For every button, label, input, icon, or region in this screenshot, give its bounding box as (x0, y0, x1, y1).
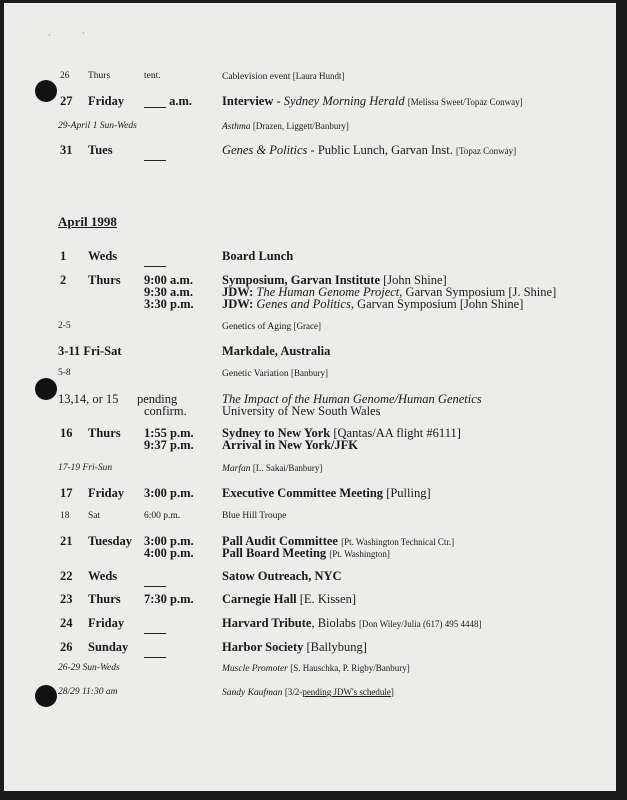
event: Interview - Sydney Morning Herald [Melissa Sweet/Topaz Conway] (222, 94, 523, 108)
status: pending (137, 392, 178, 406)
event: Executive Committee Meeting [Pulling] (222, 486, 431, 500)
document-page (4, 3, 616, 791)
day-of-week: Thurs (88, 426, 121, 440)
status: confirm. (144, 404, 187, 418)
event: Satow Outreach, NYC (222, 569, 342, 583)
time: 4:00 p.m. (144, 546, 194, 560)
time: 9:37 p.m. (144, 438, 194, 452)
page-speck: · (82, 29, 85, 38)
page-speck: · (48, 31, 51, 40)
time: 3:00 p.m. (144, 486, 194, 500)
day-of-week: Tues (88, 143, 113, 157)
time-blank (144, 570, 166, 587)
time: 6:00 p.m. (144, 511, 181, 521)
time: tent. (144, 71, 161, 81)
punch-hole-top (35, 80, 57, 102)
date-range: 26-29 Sun-Weds (58, 663, 120, 673)
day-number: 23 (60, 592, 73, 606)
day-of-week: Weds (88, 569, 118, 583)
event: Pall Board Meeting [Pt. Washington] (222, 546, 390, 560)
time-blank (144, 250, 166, 267)
event: Carnegie Hall [E. Kissen] (222, 592, 357, 606)
time: 1:55 p.m. (144, 426, 194, 440)
event: Sydney to New York [Qantas/AA flight #6111] (222, 426, 461, 440)
day-number: 26 (60, 71, 70, 81)
event: University of New South Wales (222, 404, 381, 418)
event: Blue Hill Troupe (222, 511, 287, 521)
day-number: 1 (60, 249, 67, 263)
day-of-week: Thurs (88, 71, 111, 81)
event: Muscle Promoter [S. Hauschka, P. Rigby/Banbury] (222, 663, 410, 674)
event: Cablevision event [Laura Hundt] (222, 71, 345, 82)
time: 9:30 a.m. (144, 285, 193, 299)
day-number: 17 (60, 486, 73, 500)
date-range: 5-8 (58, 368, 71, 378)
event: Genetics of Aging [Grace] (222, 321, 321, 332)
day-number: 24 (60, 616, 73, 630)
event: Symposium, Garvan Institute [John Shine] (222, 273, 447, 287)
time: a.m. (144, 95, 192, 108)
event: Marfan [L. Sakai/Banbury] (222, 463, 323, 474)
day-number: 21 (60, 534, 73, 548)
date-range: 29-April 1 Sun-Weds (58, 121, 137, 131)
day-number: 16 (60, 426, 73, 440)
time: 7:30 p.m. (144, 592, 194, 606)
event: Board Lunch (222, 249, 294, 263)
punch-hole-middle (35, 378, 57, 400)
event: Pall Audit Committee [Pt. Washington Technical Ctr.] (222, 534, 455, 548)
day-number: 31 (60, 143, 73, 157)
day-of-week: Weds (88, 249, 118, 263)
event: Genetic Variation [Banbury] (222, 368, 328, 379)
event: JDW: Genes and Politics, Garvan Symposium [John Shine] (222, 297, 524, 311)
day-of-week: Thurs (88, 273, 121, 287)
day-number: 22 (60, 569, 73, 583)
date-range: 28/29 11:30 am (58, 687, 118, 697)
date-range: 13,14, or 15 (58, 392, 119, 406)
day-number: 27 (60, 94, 73, 108)
time-blank (144, 641, 166, 658)
day-of-week: Tuesday (88, 534, 133, 548)
event: Harvard Tribute, Biolabs [Don Wiley/Julia (617) 495 4448] (222, 616, 482, 630)
event: Asthma [Drazen, Liggett/Banbury] (222, 121, 349, 132)
event: JDW: The Human Genome Project, Garvan Symposium [J. Shine] (222, 285, 557, 299)
day-of-week: Thurs (88, 592, 121, 606)
day-of-week: Sunday (88, 640, 129, 654)
day-of-week: Friday (88, 486, 125, 500)
date-range: 2-5 (58, 321, 71, 331)
time: 9:00 a.m. (144, 273, 193, 287)
event: Genes & Politics - Public Lunch, Garvan Inst. [Topaz Conway] (222, 143, 517, 157)
punch-hole-bottom (35, 685, 57, 707)
day-number: 26 (60, 640, 73, 654)
day-of-week: Friday (88, 616, 125, 630)
time-blank (144, 144, 166, 161)
time: 3:30 p.m. (144, 297, 194, 311)
event: Markdale, Australia (222, 344, 331, 358)
time-blank (144, 617, 166, 634)
day-number: 18 (60, 511, 70, 521)
event: Sandy Kaufman [3/2-pending JDW's schedule] (222, 687, 394, 698)
date-range: 17-19 Fri-Sun (58, 463, 113, 473)
event: The Impact of the Human Genome/Human Genetics (222, 392, 482, 406)
month-heading: April 1998 (58, 214, 117, 229)
time: 3:00 p.m. (144, 534, 194, 548)
event: Harbor Society [Ballybung] (222, 640, 367, 654)
event: Arrival in New York/JFK (222, 438, 358, 452)
date-range: 3-11 Fri-Sat (58, 344, 122, 358)
day-number: 2 (60, 273, 67, 287)
day-of-week: Sat (88, 511, 101, 521)
day-of-week: Friday (88, 94, 125, 108)
